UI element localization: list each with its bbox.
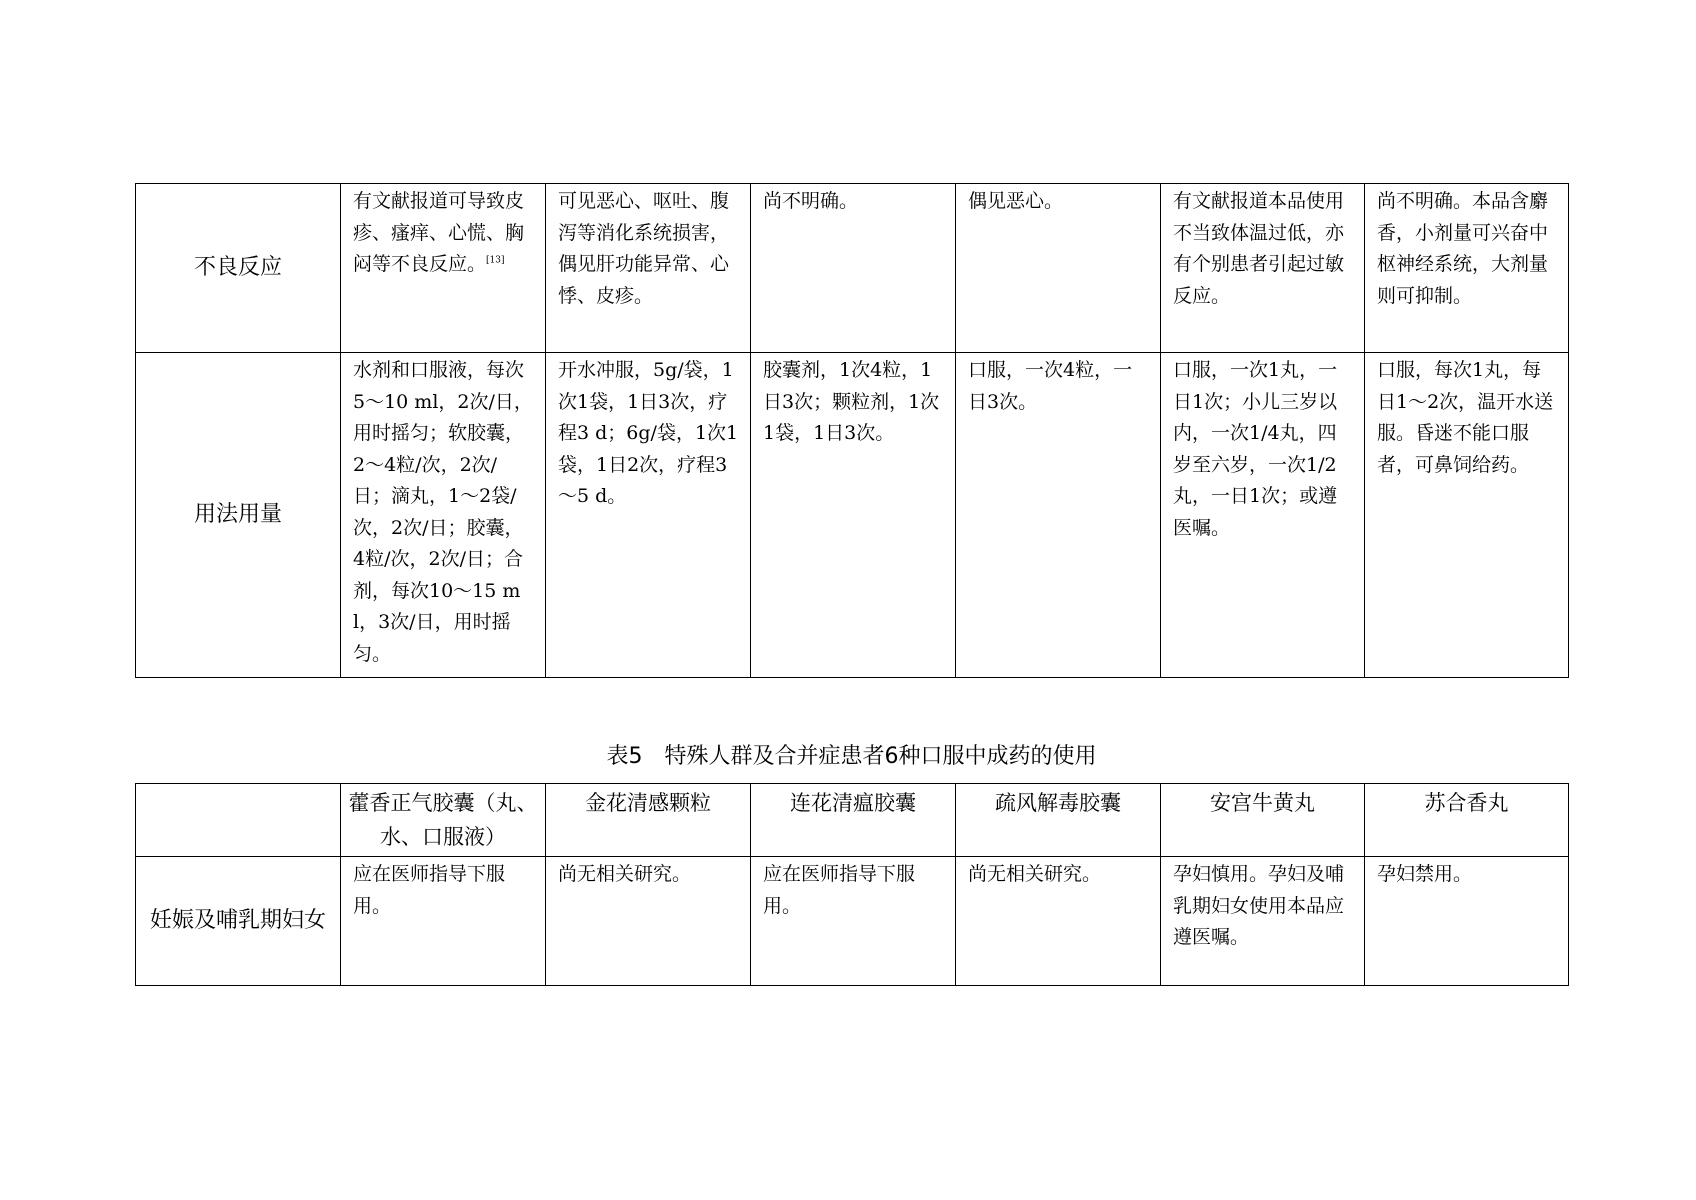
row-header-adverse-reactions: 不良反应 — [136, 184, 341, 353]
table-header-row — [136, 784, 1569, 857]
table-row-adverse-reactions — [136, 184, 1569, 353]
table-cell: 尚不明确。本品含麝香，小剂量可兴奋中枢神经系统，大剂量则可抑制。 — [1365, 184, 1569, 353]
table-cell: 尚无相关研究。 — [956, 857, 1161, 986]
table-row-pregnancy-lactation — [136, 857, 1569, 986]
table-cell: 口服，一次4粒，一日3次。 — [956, 353, 1161, 678]
table-row-usage-dosage — [136, 353, 1569, 678]
column-header: 连花清瘟胶囊 — [751, 784, 956, 857]
table-cell: 可见恶心、呕吐、腹泻等消化系统损害，偶见肝功能异常、心悸、皮疹。 — [546, 184, 751, 353]
table-cell: 胶囊剂，1次4粒，1日3次；颗粒剂，1次1袋，1日3次。 — [751, 353, 956, 678]
dosage-adverse-table — [135, 183, 1569, 678]
row-header-usage-dosage: 用法用量 — [136, 353, 341, 678]
table-cell: 开水冲服，5g/袋，1次1袋，1日3次，疗程3 d；6g/袋，1次1袋，1日2次，疗程3～5 d。 — [546, 353, 751, 678]
table-cell: 尚无相关研究。 — [546, 857, 751, 986]
table-cell: 有文献报道可导致皮疹、瘙痒、心慌、胸闷等不良反应。[13] — [341, 184, 546, 353]
table-cell: 偶见恶心。 — [956, 184, 1161, 353]
table-cell: 应在医师指导下服用。 — [341, 857, 546, 986]
column-header: 安宫牛黄丸 — [1161, 784, 1365, 857]
table-cell: 水剂和口服液，每次5～10 ml，2次/日，用时摇匀；软胶囊，2～4粒/次，2次/日；滴丸，1～2袋/次，2次/日；胶囊，4粒/次，2次/日；合剂，每次10～15 ml，3次/日，用时摇匀。 — [341, 353, 546, 678]
column-header: 苏合香丸 — [1365, 784, 1569, 857]
table-cell: 孕妇慎用。孕妇及哺乳期妇女使用本品应遵医嘱。 — [1161, 857, 1365, 986]
column-header: 金花清感颗粒 — [546, 784, 751, 857]
table-cell: 尚不明确。 — [751, 184, 956, 353]
table-cell: 口服，一次1丸，一日1次；小儿三岁以内，一次1/4丸，四岁至六岁，一次1/2丸，一日1次；或遵医嘱。 — [1161, 353, 1365, 678]
table-cell: 孕妇禁用。 — [1365, 857, 1569, 986]
table-caption: 表5 特殊人群及合并症患者6种口服中成药的使用 — [606, 744, 1097, 769]
table-cell: 口服，每次1丸，每日1～2次，温开水送服。昏迷不能口服者，可鼻饲给药。 — [1365, 353, 1569, 678]
row-header-pregnancy-lactation: 妊娠及哺乳期妇女 — [136, 857, 341, 986]
table-cell: 有文献报道本品使用不当致体温过低，亦有个别患者引起过敏反应。 — [1161, 184, 1365, 353]
column-header: 疏风解毒胶囊 — [956, 784, 1161, 857]
citation-ref: [13] — [486, 255, 505, 266]
special-populations-table — [135, 783, 1569, 986]
table-cell: 应在医师指导下服用。 — [751, 857, 956, 986]
column-header-empty — [136, 784, 341, 857]
column-header: 藿香正气胶囊（丸、水、口服液） — [341, 784, 546, 857]
